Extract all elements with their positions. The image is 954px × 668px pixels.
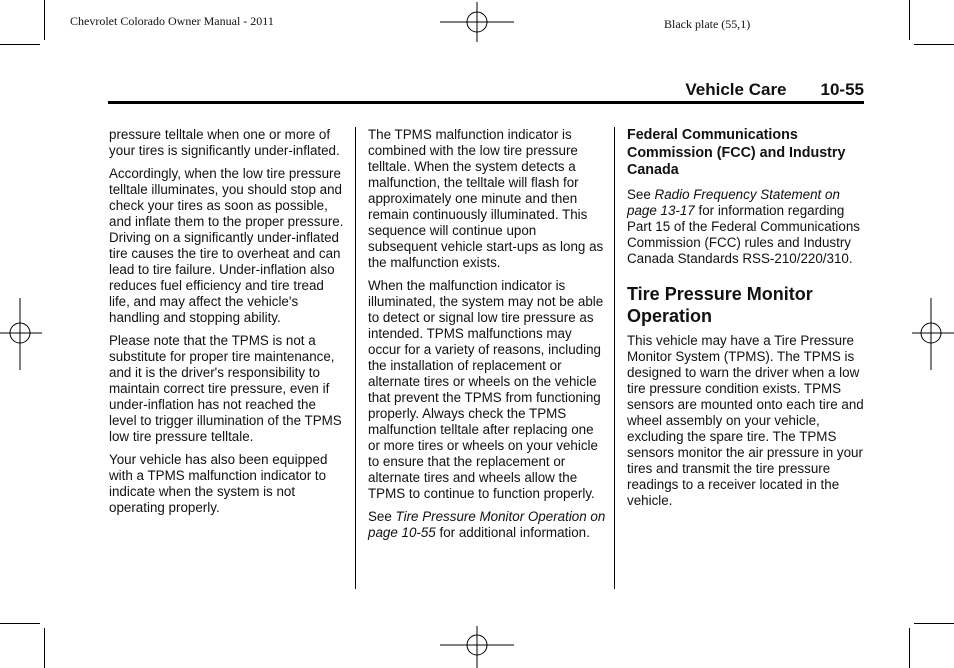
paragraph-cross-reference <box>627 187 865 267</box>
crop-mark-bottom-left-v <box>44 628 45 668</box>
column-2 <box>368 127 606 548</box>
cross-reference-tail: for additional information. <box>435 525 590 540</box>
column-divider <box>355 127 356 589</box>
section-name: Vehicle Care <box>685 80 787 99</box>
tpms-heading: Tire Pressure Monitor Operation <box>627 283 813 326</box>
paragraph: Accordingly, when the low tire pressure telltale illuminates, you should stop and check your tires as soon as possible, and inflate them to the proper pressure. Driving on a significantly under-inflated tire causes the tire to overheat and can lead to tire failure. Under-inflation also reduces fuel efficiency and tire tread life, and may affect the vehicle's handling and stopping ability. <box>109 166 344 325</box>
paragraph: When the malfunction indicator is illuminated, the system may not be able to detect or signal low tire pressure as intended. TPMS malfunctions may occur for a variety of reasons, including the installation of replacement or alternate tires or wheels on the vehicle that prevent the TPMS from functioning properly. Always check the TPMS malfunction telltale after replacing one or more tires or wheels on your vehicle to ensure that the replacement or alternate tires and wheels allow the TPMS to continue to function properly. <box>368 278 604 501</box>
registration-mark-right-icon <box>912 298 954 370</box>
column-1 <box>109 127 347 523</box>
cross-reference-link[interactable]: Radio Frequency Statement on page 13-17 <box>627 186 840 218</box>
crop-mark-bottom-right-v <box>909 628 910 668</box>
paragraph: Your vehicle has also been equipped with a TPMS malfunction indicator to indicate when the system is not operating properly. <box>109 452 328 515</box>
paragraph: Please note that the TPMS is not a substitute for proper tire maintenance, and it is the driver's responsibility to maintain correct tire pressure, even if under-inflation has not reached the level to trigger illumination of the TPMS low tire pressure telltale. <box>109 333 342 444</box>
crop-mark-top-left-h <box>0 44 40 45</box>
see-label: See <box>627 186 655 202</box>
header-rule <box>108 101 864 104</box>
column-3 <box>627 127 865 516</box>
cross-reference-tail: for information regarding Part 15 of the Federal Communications Commission (FCC) rules and Industry Canada Standards RSS-210/220/310. <box>627 202 860 266</box>
document-title: Chevrolet Colorado Owner Manual - 2011 <box>70 14 274 28</box>
registration-mark-top-icon <box>440 2 514 42</box>
see-label: See <box>368 509 396 524</box>
plate-label: Black plate (55,1) <box>664 17 751 31</box>
crop-mark-bottom-right-h <box>914 623 954 624</box>
crop-mark-top-right-v <box>909 0 910 40</box>
paragraph: pressure telltale when one or more of your tires is significantly under-inflated. <box>109 127 340 158</box>
crop-mark-top-left-v <box>44 0 45 40</box>
paragraph: The TPMS malfunction indicator is combined with the low tire pressure telltale. When the system detects a malfunction, the telltale will flash for approximately one minute and then remain continuously illuminated. This sequence will continue upon subsequent vehicle start-ups as long as the malfunction exists. <box>368 127 604 270</box>
registration-mark-bottom-icon <box>440 626 514 668</box>
fcc-heading: Federal Communications Commission (FCC) and Industry Canada <box>627 127 846 178</box>
cross-reference-link[interactable]: Tire Pressure Monitor Operation on page 10-55 <box>368 509 606 540</box>
crop-mark-top-right-h <box>914 44 954 45</box>
registration-mark-left-icon <box>0 298 42 370</box>
page-number: 10-55 <box>820 80 864 99</box>
paragraph-cross-reference <box>368 509 606 541</box>
section-header <box>685 80 864 100</box>
paragraph: This vehicle may have a Tire Pressure Monitor System (TPMS). The TPMS is designed to warn the driver when a low tire pressure condition exists. TPMS sensors are mounted onto each tire and wheel assembly on your vehicle, excluding the spare tire. The TPMS sensors monitor the air pressure in your tires and transmit the tire pressure readings to a receiver located in the vehicle. <box>627 332 864 508</box>
column-divider <box>614 127 615 589</box>
crop-mark-bottom-left-h <box>0 623 40 624</box>
